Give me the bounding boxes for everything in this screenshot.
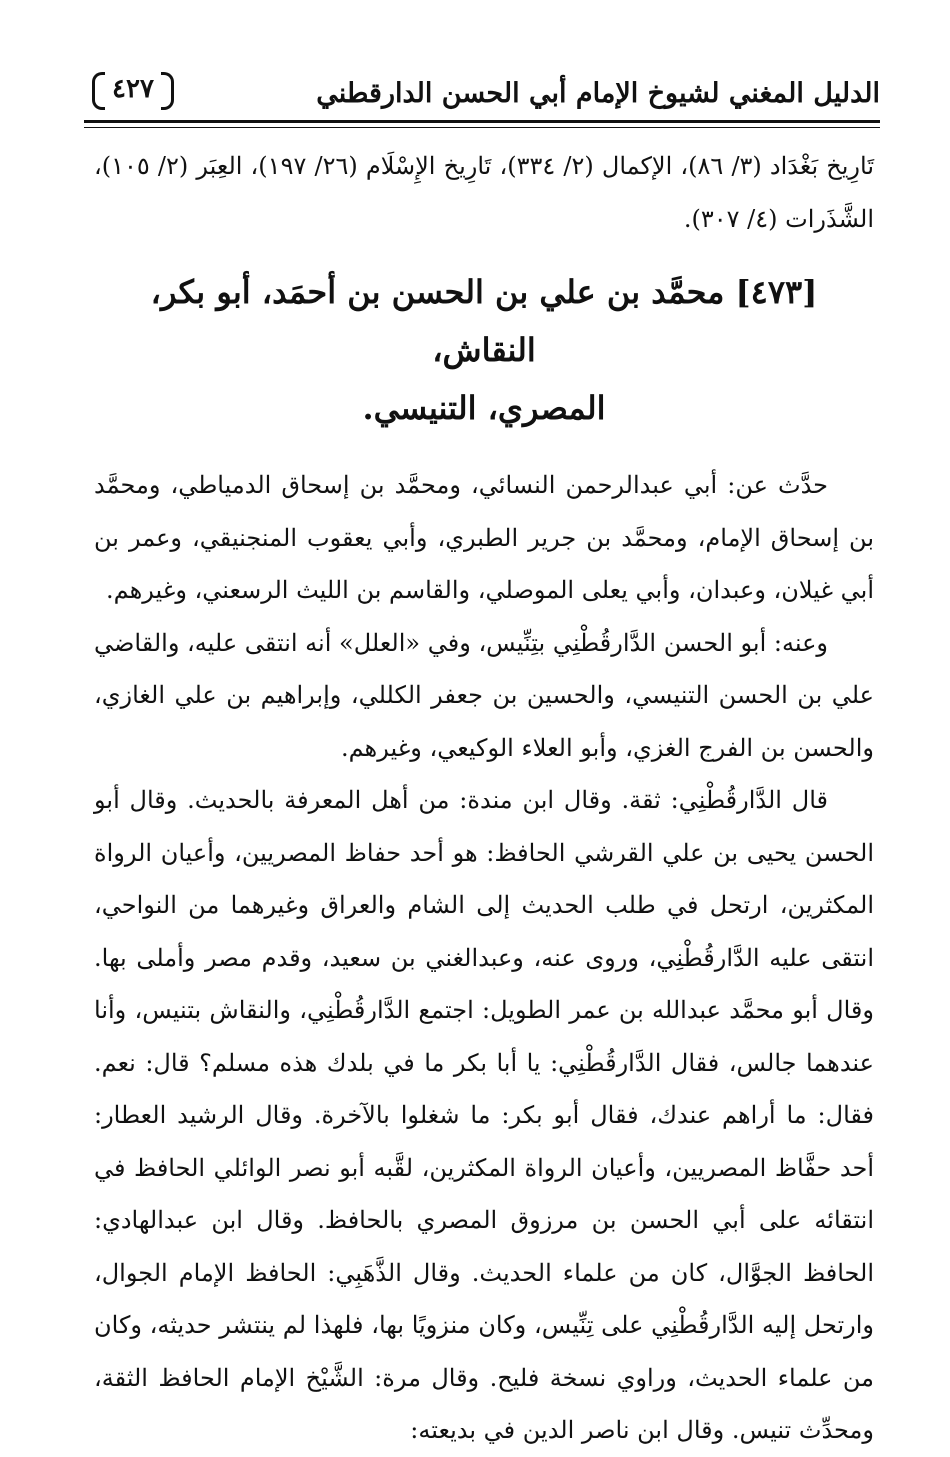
references-paragraph: تَارِيخ بَغْدَاد (٣/ ٨٦)، الإكمال (٢/ ٣٣٤)، تَارِيخ الإِسْلَام (٢٦/ ١٩٧)، العِبَر (٢/ ١٠٥)، الشَّذَرات (٤/ ٣٠٧). — [94, 152, 875, 233]
page-header — [84, 70, 880, 118]
teachers-paragraph: حدَّث عن: أبي عبدالرحمن النسائي، ومحمَّد بن إسحاق الدمياطي، ومحمَّد بن إسحاق الإمام، ومحمَّد بن جرير الطبري، وأبي يعقوب المنجنيقي، وعمر بن أبي غيلان، وعبدان، وأبي يعلى الموصلي، والقاسم بن الليث الرسعني، وغيرهم. — [94, 471, 874, 604]
assessments-paragraph: قال الدَّارقُطْنِي: ثقة. وقال ابن مندة: من أهل المعرفة بالحديث. وقال أبو الحسن يحيى بن علي القرشي الحافظ: هو أحد حفاظ المصريين، وأعيان الرواة المكثرين، ارتحل في طلب الحديث إلى الشام والعراق وغيرهما من النواحي، انتقى عليه الدَّارقُطْنِي، وروى عنه، وعبدالغني بن سعيد، وقدم مصر وأملى بها. وقال أبو محمَّد عبدالله بن عمر الطويل: اجتمع الدَّارقُطْنِي، والنقاش بتنيس، وأنا عندهما جالس، فقال الدَّارقُطْنِي: يا أبا بكر ما في بلدك هذه مسلم؟ قال: نعم. فقال: ما أراهم عندك، فقال أبو بكر: ما شغلوا بالآخرة. وقال الرشيد العطار: أحد حفَّاظ المصريين، وأعيان الرواة المكثرين، لقَّبه أبو نصر الوائلي الحافظ في انتقائه على أبي الحسن بن مرزوق المصري بالحافظ. وقال ابن عبدالهادي: الحافظ الجوَّال، كان من علماء الحديث. وقال الذَّهَبِي: الحافظ الإمام الجوال، وارتحل إليه الدَّارقُطْنِي على تِنِّيس، وكان منزويًا بها، فلهذا لم ينتشر حديثه، وكان من علماء الحديث، وراوي نسخة فليح. وقال مرة: الشَّيْخ الإمام الحافظ الثقة، ومحدِّث تنيس. وقال ابن ناصر الدين في بديعته: — [94, 786, 875, 1444]
entry-title-line-1: [٤٧٣] محمَّد بن علي بن الحسن بن أحمَد، أبو بكر، النقاش، — [150, 273, 818, 369]
right-bracket-ornament — [161, 72, 174, 110]
left-bracket-ornament — [92, 72, 105, 110]
students-paragraph: وعنه: أبو الحسن الدَّارقُطْنِي بتِنِّيس، وفي «العلل» أنه انتقى عليه، والقاضي علي بن الحسن التنيسي، والحسين بن جعفر الكللي، وإبراهيم بن علي الغازي، والحسن بن الفرج الغزي، وأبو العلاء الوكيعي، وغيرهم. — [94, 628, 874, 762]
entry-title — [94, 263, 874, 437]
header-rule-thin — [84, 127, 880, 128]
page-number: ٤٢٧ — [112, 74, 154, 104]
header-rule — [84, 120, 880, 123]
entry-title-line-2: المصري، التنيسي. — [362, 389, 606, 427]
page-body — [94, 140, 874, 1457]
running-title: الدليل المغني لشيوخ الإمام أبي الحسن الدارقطني — [316, 78, 880, 109]
page-number-box — [92, 72, 174, 106]
